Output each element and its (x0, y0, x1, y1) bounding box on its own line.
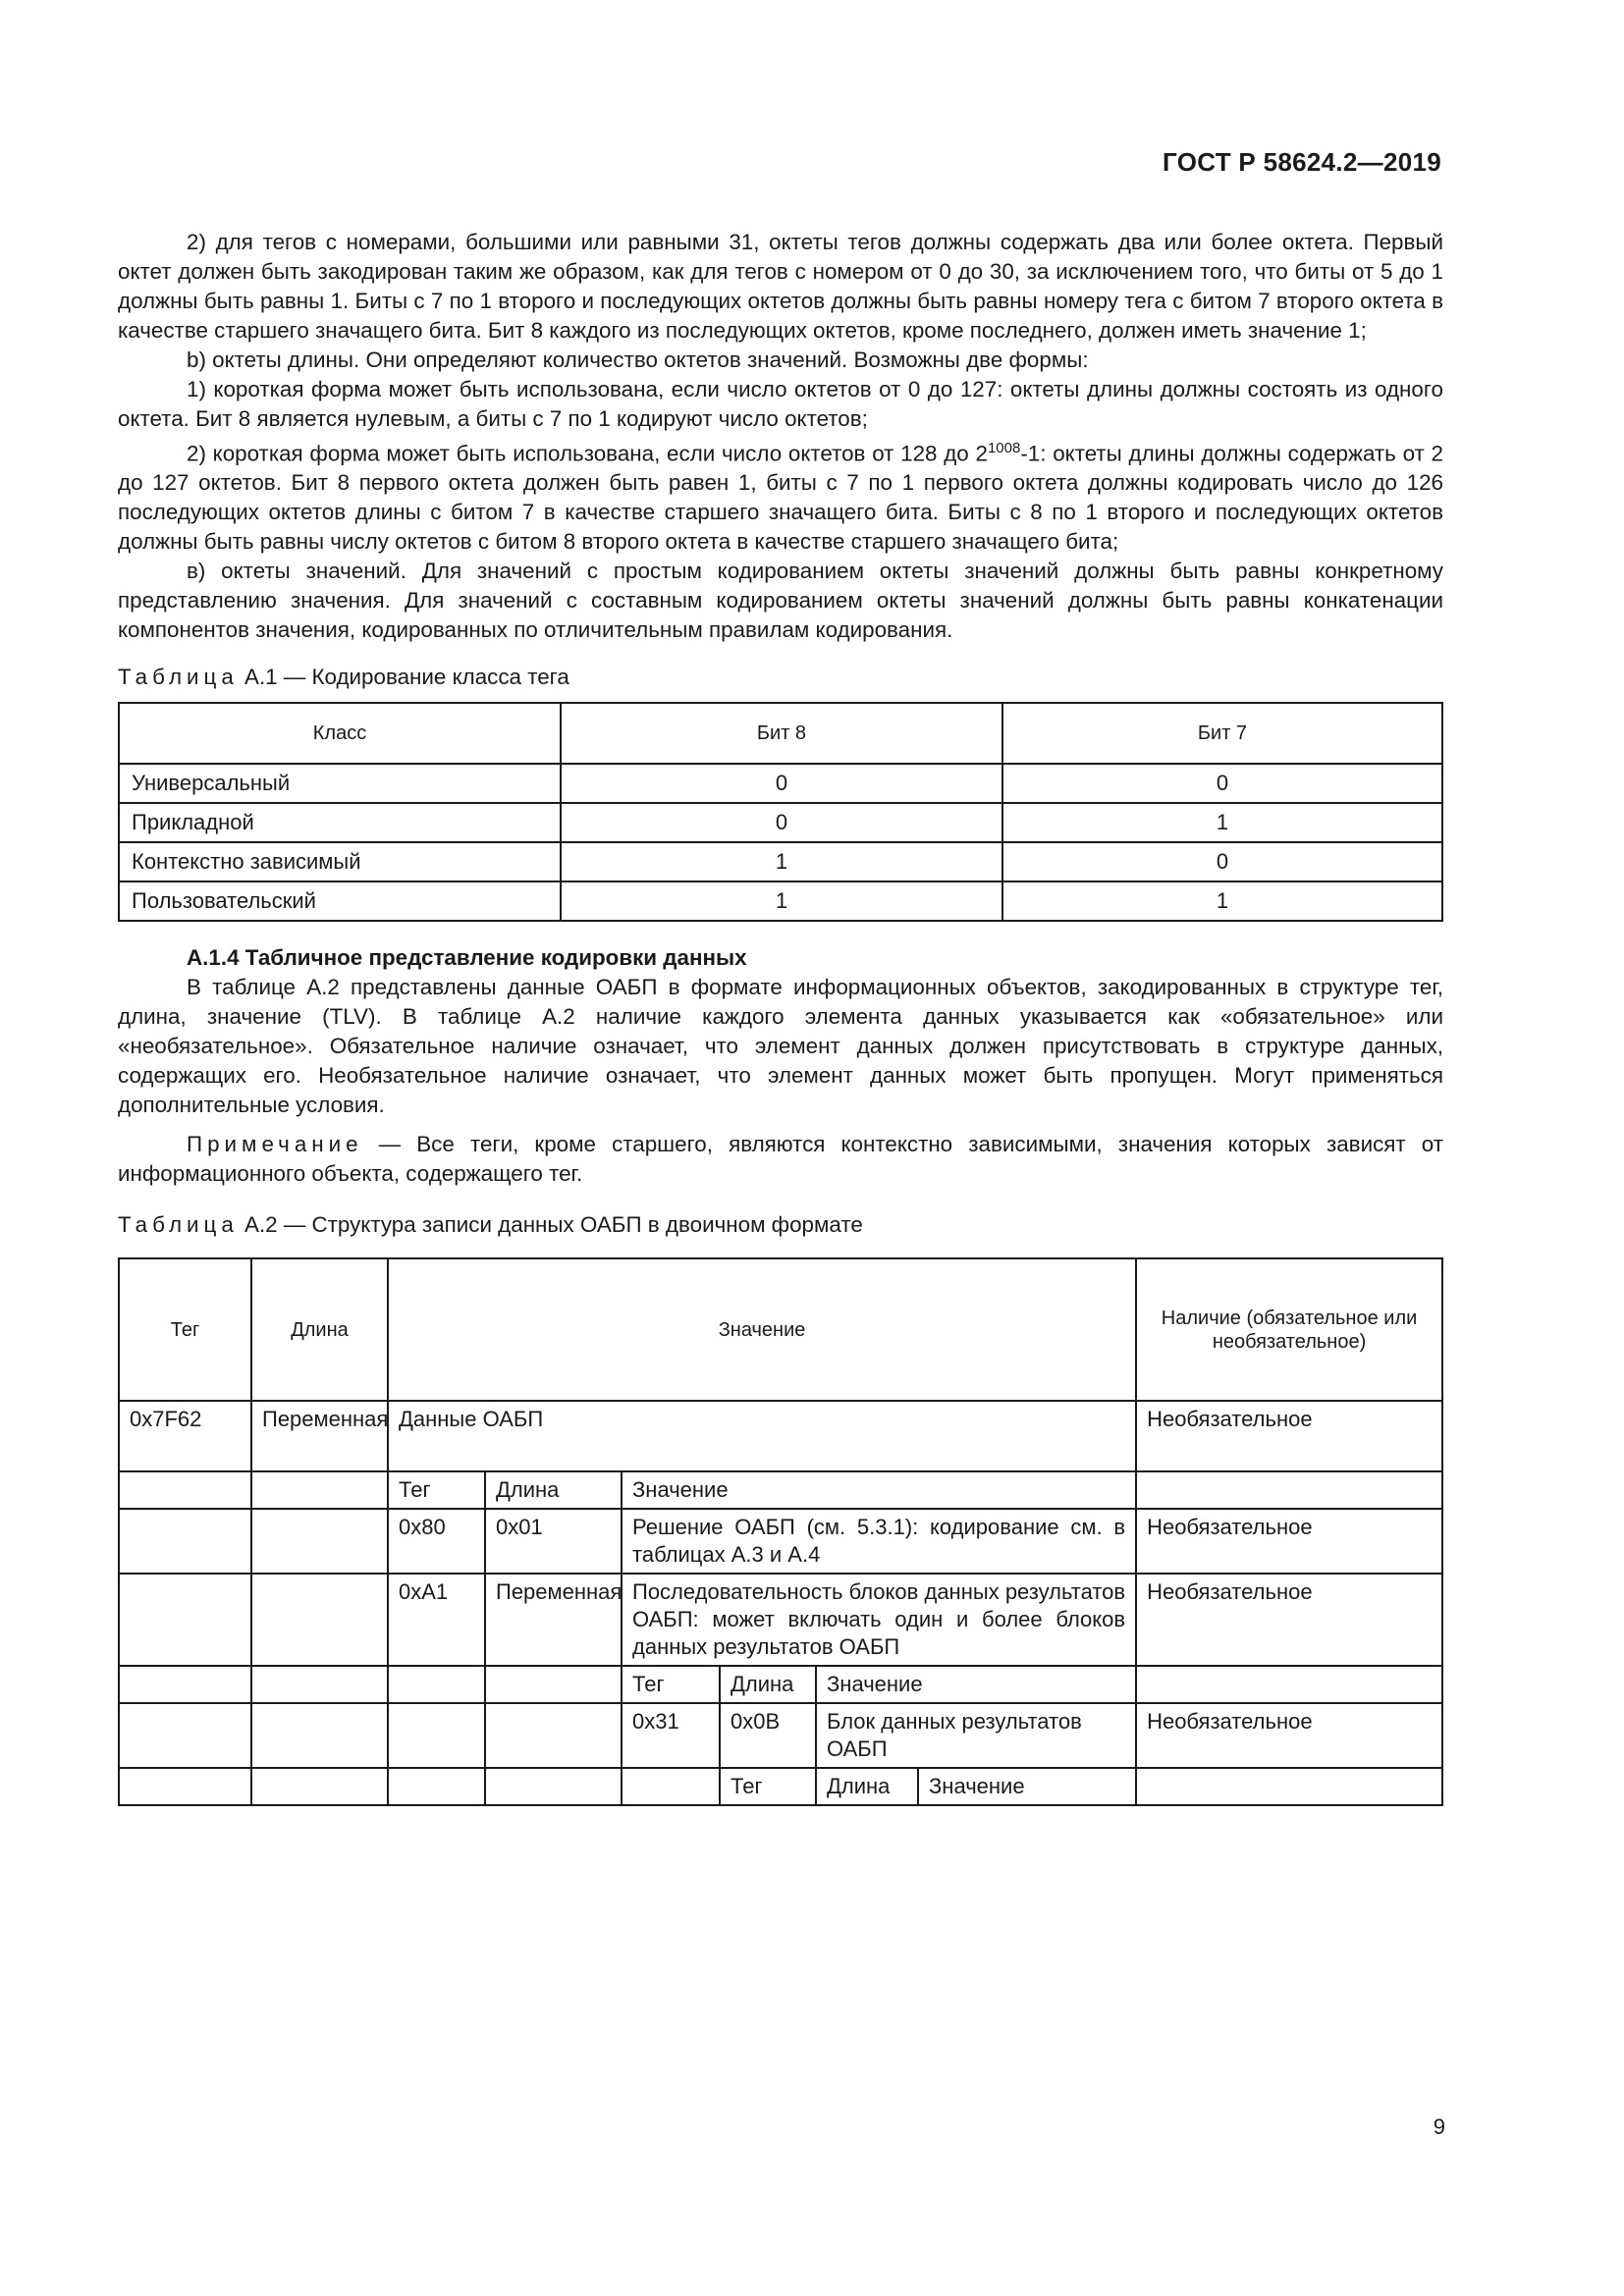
table2-cell-value: Данные ОАБП (388, 1401, 1136, 1471)
table-row (119, 764, 1442, 803)
table1-header-row (119, 703, 1442, 764)
table2-cell-value: Значение (622, 1471, 1136, 1509)
note (118, 1130, 1443, 1189)
table-tlv-structure (118, 1257, 1443, 1806)
table-row (119, 803, 1442, 842)
table-tag-class (118, 702, 1443, 922)
table2-cell-value: Значение (918, 1768, 1136, 1805)
table2-cell-empty (119, 1703, 251, 1768)
section-paragraph: В таблице А.2 представлены данные ОАБП в формате информационных объектов, закодированных в структуре тег, длина, значение (TLV). В таблице А.2 наличие каждого элемента данных указывается как «обязательное» или «необязательное». Обязательное наличие означает, что элемент данных должен присутствовать в структуре данных, содержащих его. Необязательное наличие означает, что элемент данных может быть пропущен. Могут применяться дополнительные условия. (118, 975, 1443, 1118)
table2-cell-tag: Тег (720, 1768, 816, 1805)
table2-cell-empty (388, 1703, 485, 1768)
table2-cell-empty (119, 1471, 251, 1509)
table2-header-tag: Тег (119, 1258, 251, 1401)
table2-cell-length: 0x01 (485, 1509, 622, 1574)
table-row (119, 881, 1442, 921)
note-label: Примечание (187, 1132, 363, 1157)
table2-cell-empty (1136, 1471, 1442, 1509)
body-text (118, 228, 1443, 1806)
table-row (119, 1401, 1442, 1471)
table1-caption-label: Таблица (118, 665, 239, 690)
table-row (119, 1509, 1442, 1574)
long-form-text-b: -1: октеты длины должны содержать от 2 до 127 октетов. Бит 8 первого октета должен быть равен 1, биты с 7 по 1 первого октета должны кодировать число до 126 последующих октетов длины с битом 7 в качестве старшего значащего бита. Биты с 8 по 1 второго и последующих октетов должны быть равны числу октетов с битом 8 второго октета в качестве старшего значащего бита; (118, 441, 1444, 555)
table2-cell-empty (388, 1768, 485, 1805)
table1-cell-bit8: 0 (561, 803, 1002, 842)
table1-header-bit8: Бит 8 (561, 703, 1002, 764)
table2-cell-tag: 0x7F62 (119, 1401, 251, 1471)
table2-caption (118, 1210, 1443, 1240)
table1-caption (118, 663, 1443, 692)
table-row (119, 1666, 1442, 1703)
table2-caption-text: А.2 — Структура записи данных ОАБП в двоичном формате (238, 1212, 863, 1238)
table2-cell-presence: Необязательное (1136, 1509, 1442, 1574)
table2-cell-empty (485, 1666, 622, 1703)
table2-cell-empty (119, 1509, 251, 1574)
table2-cell-length: Переменная (485, 1574, 622, 1666)
table1-cell-class: Пользовательский (119, 881, 561, 921)
table-row (119, 842, 1442, 881)
table2-cell-length: Длина (816, 1768, 918, 1805)
table1-cell-class: Универсальный (119, 764, 561, 803)
table2-cell-value: Решение ОАБП (см. 5.3.1): кодирование см. в таблицах А.3 и А.4 (622, 1509, 1136, 1574)
table2-cell-empty (251, 1509, 388, 1574)
table2-cell-length: Длина (485, 1471, 622, 1509)
table2-cell-empty (251, 1768, 388, 1805)
paragraph-long-form (118, 434, 1443, 557)
table2-cell-empty (485, 1703, 622, 1768)
table2-cell-empty (119, 1768, 251, 1805)
table-row (119, 1703, 1442, 1768)
table1-cell-class: Контекстно зависимый (119, 842, 561, 881)
page-number: 9 (1433, 2114, 1445, 2139)
table2-cell-length: 0x0B (720, 1703, 816, 1768)
table2-cell-empty (485, 1768, 622, 1805)
table2-cell-value: Последовательность блоков данных результатов ОАБП: может включать один и более блоков данных результатов ОАБП (622, 1574, 1136, 1666)
table2-cell-empty (1136, 1768, 1442, 1805)
table2-cell-empty (251, 1471, 388, 1509)
paragraph-length-octets: b) октеты длины. Они определяют количество октетов значений. Возможны две формы: (187, 347, 1089, 372)
table1-header-bit7: Бит 7 (1002, 703, 1442, 764)
table1-cell-bit7: 0 (1002, 764, 1442, 803)
table1-cell-bit7: 1 (1002, 803, 1442, 842)
long-form-text-a: 2) короткая форма может быть использована, если число октетов от 128 до 2 (187, 441, 988, 466)
table2-cell-empty (388, 1666, 485, 1703)
note-text: — Все теги, кроме старшего, являются контекстно зависимыми, значения которых зависят от информационного объекта, содержащего тег. (118, 1132, 1443, 1187)
table2-cell-presence: Необязательное (1136, 1401, 1442, 1471)
table2-cell-presence: Необязательное (1136, 1703, 1442, 1768)
table2-header-row (119, 1258, 1442, 1401)
table2-cell-empty (119, 1666, 251, 1703)
table2-cell-value: Значение (816, 1666, 1136, 1703)
paragraph-value-octets: в) октеты значений. Для значений с простым кодированием октеты значений должны быть равны конкретному представлению значения. Для значений с составным кодированием октеты значений должны быть равны конкатенации компонентов значения, кодированных по отличительным правилам кодирования. (118, 559, 1443, 643)
paragraph-short-form: 1) короткая форма может быть использована, если число октетов от 0 до 127: октеты длины должны состоять из одного октета. Бит 8 является нулевым, а биты с 7 по 1 кодируют число октетов; (118, 377, 1443, 431)
table2-cell-presence: Необязательное (1136, 1574, 1442, 1666)
table2-header-value: Значение (388, 1258, 1136, 1401)
table1-cell-bit7: 1 (1002, 881, 1442, 921)
table-row (119, 1768, 1442, 1805)
table2-cell-empty (1136, 1666, 1442, 1703)
table2-cell-length: Переменная (251, 1401, 388, 1471)
table2-cell-empty (251, 1703, 388, 1768)
table2-cell-value: Блок данных результатов ОАБП (816, 1703, 1136, 1768)
table2-cell-empty (622, 1768, 720, 1805)
table2-cell-empty (251, 1666, 388, 1703)
table1-cell-class: Прикладной (119, 803, 561, 842)
table1-header-class: Класс (119, 703, 561, 764)
table1-cell-bit8: 1 (561, 881, 1002, 921)
paragraph-tags-31: 2) для тегов с номерами, большими или равными 31, октеты тегов должны содержать два или более октета. Первый октет должен быть закодирован таким же образом, как для тегов с номером от 0 до 30, за исключением того, что биты от 5 до 1 должны быть равны 1. Биты с 7 по 1 второго и последующих октетов должны быть равны номеру тега с битом 7 второго октета в качестве старшего значащего бита. Бит 8 каждого из последующих октетов, кроме последнего, должен иметь значение 1; (118, 230, 1443, 343)
table1-cell-bit8: 1 (561, 842, 1002, 881)
table2-cell-tag: 0xA1 (388, 1574, 485, 1666)
table1-cell-bit8: 0 (561, 764, 1002, 803)
table2-header-length: Длина (251, 1258, 388, 1401)
table2-cell-empty (119, 1574, 251, 1666)
table2-cell-tag: Тег (388, 1471, 485, 1509)
table2-caption-label: Таблица (118, 1212, 239, 1238)
table2-cell-empty (251, 1574, 388, 1666)
table2-cell-tag: 0x31 (622, 1703, 720, 1768)
long-form-exponent: 1008 (987, 440, 1021, 456)
table1-caption-text: А.1 — Кодирование класса тега (238, 665, 569, 690)
table1-cell-bit7: 0 (1002, 842, 1442, 881)
table2-cell-length: Длина (720, 1666, 816, 1703)
table-row (119, 1471, 1442, 1509)
standard-header: ГОСТ Р 58624.2—2019 (1163, 147, 1441, 177)
table2-cell-tag: Тег (622, 1666, 720, 1703)
section-heading: А.1.4 Табличное представление кодировки данных (187, 945, 747, 971)
table2-cell-tag: 0x80 (388, 1509, 485, 1574)
table2-header-presence: Наличие (обязательное или необязательное) (1136, 1258, 1442, 1401)
table-row (119, 1574, 1442, 1666)
